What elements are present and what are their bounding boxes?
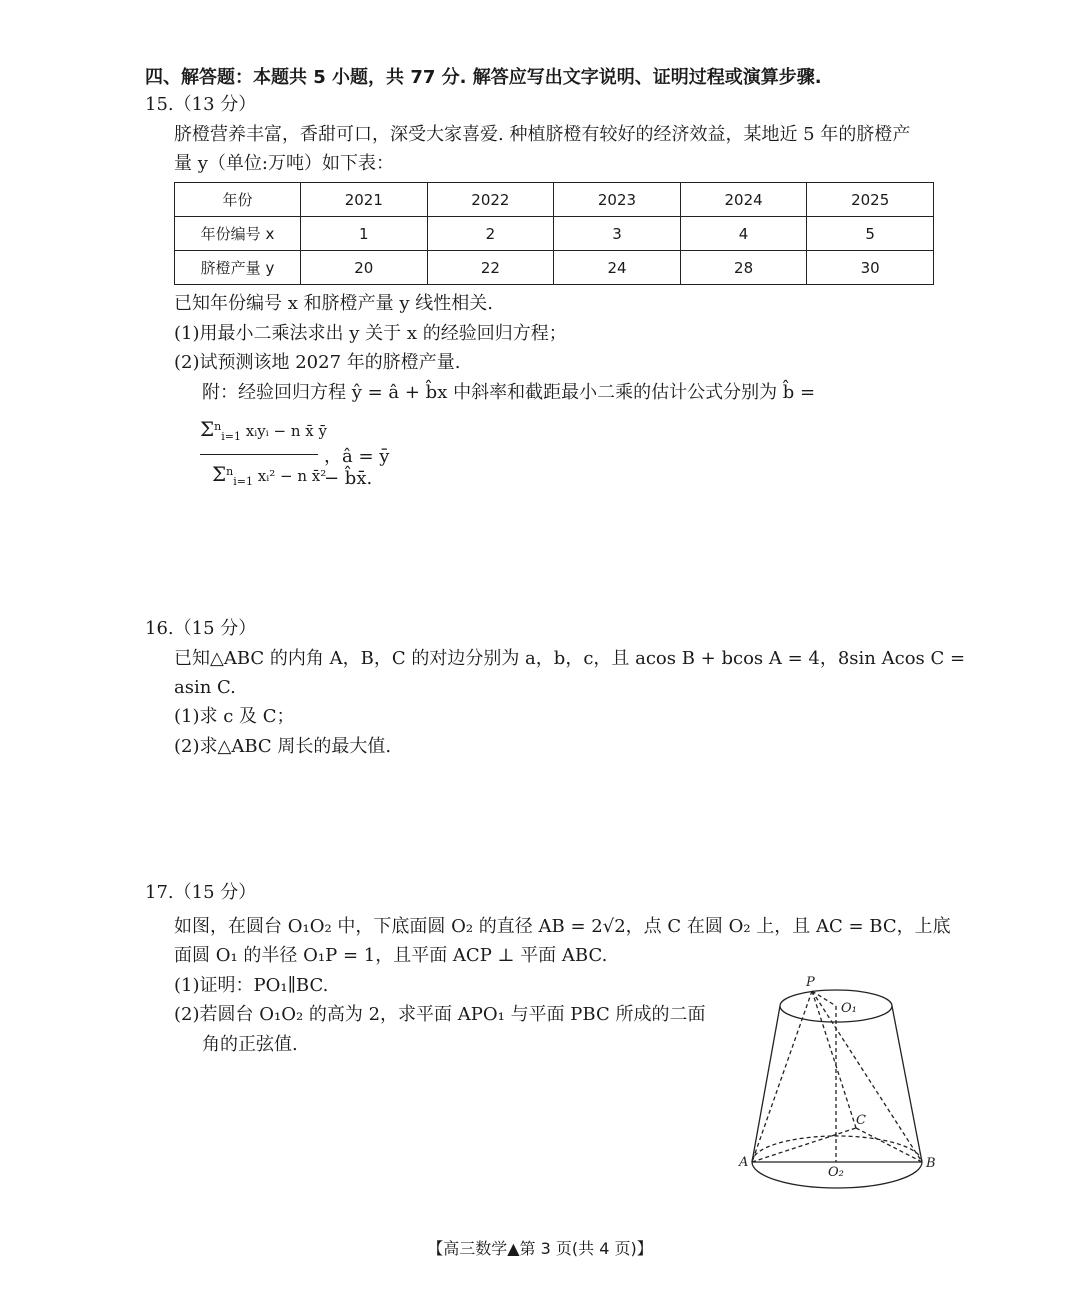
table-cell: 30	[807, 251, 934, 285]
table-cell: 2024	[680, 183, 807, 217]
segment-po1	[812, 991, 836, 1006]
q16-line1: 已知△ABC 的内角 A，B，C 的对边分别为 a，b，c，且 acos B + bcos A = 4，8sin Acos C =	[174, 648, 966, 669]
table-cell: 1	[301, 217, 428, 251]
q17-part2a: (2)若圆台 O₁O₂ 的高为 2，求平面 APO₁ 与平面 PBC 所成的二面	[174, 1004, 706, 1025]
segment-bc	[856, 1128, 922, 1162]
table-cell: 4	[680, 217, 807, 251]
label-p: P	[806, 975, 815, 990]
table-cell: 2023	[554, 183, 681, 217]
q15-part1: (1)用最小二乘法求出 y 关于 x 的经验回归方程；	[174, 323, 567, 344]
q17-part1: (1)证明：PO₁∥BC.	[174, 975, 329, 996]
label-o1: O₁	[841, 1001, 857, 1016]
table-cell: 2022	[427, 183, 554, 217]
table-cell: 24	[554, 251, 681, 285]
table-cell: 2025	[807, 183, 934, 217]
q15-intro-line2: 量 y（单位:万吨）如下表：	[174, 153, 394, 174]
formula-denominator	[212, 462, 326, 488]
numerator-expression: xᵢyᵢ − n x̄ ȳ	[245, 422, 327, 440]
table-cell-label: 年份	[175, 183, 301, 217]
left-generator	[752, 1006, 780, 1162]
q16-part2: (2)求△ABC 周长的最大值.	[174, 736, 392, 757]
table-cell-label: 脐橙产量 y	[175, 251, 301, 285]
table-cell: 3	[554, 217, 681, 251]
table-row	[175, 183, 934, 217]
segment-ac	[752, 1128, 856, 1162]
q17-line2: 面圆 O₁ 的半径 O₁P = 1，且平面 ACP ⊥ 平面 ABC.	[174, 945, 608, 966]
formula-numerator	[200, 417, 327, 443]
label-o2: O₂	[828, 1165, 844, 1180]
label-c: C	[856, 1113, 866, 1128]
q15-intro-line1: 脐橙营养丰富，香甜可口，深受大家喜爱. 种植脐橙有较好的经济效益，某地近 5 年的脐橙产	[174, 124, 911, 145]
table-cell: 28	[680, 251, 807, 285]
table-cell: 2	[427, 217, 554, 251]
label-b: B	[926, 1156, 936, 1171]
table-cell-label: 年份编号 x	[175, 217, 301, 251]
q17-part2b: 角的正弦值.	[202, 1034, 298, 1055]
sum-lower: i=1	[233, 475, 253, 488]
sum-upper: n	[226, 465, 234, 478]
q15-known: 已知年份编号 x 和脐橙产量 y 线性相关.	[174, 293, 493, 314]
segment-pa	[752, 991, 812, 1162]
table-row	[175, 217, 934, 251]
table-cell: 22	[427, 251, 554, 285]
sigma-symbol: Σ	[212, 462, 227, 486]
q17-header: 17.（15 分）	[145, 882, 257, 903]
q16-part1: (1)求 c 及 C；	[174, 706, 295, 727]
frustum-figure	[730, 970, 950, 1210]
regression-formula	[200, 412, 400, 502]
formula-intercept: ，â = ȳ − b̂x̄.	[324, 446, 390, 489]
table-row	[175, 251, 934, 285]
table-cell: 20	[301, 251, 428, 285]
table-cell: 2021	[301, 183, 428, 217]
sigma-symbol: Σ	[200, 417, 215, 441]
section-title: 四、解答题：本题共 5 小题，共 77 分. 解答应写出文字说明、证明过程或演算步骤.	[145, 67, 822, 88]
q15-appendix: 附：经验回归方程 ŷ = â + b̂x 中斜率和截距最小二乘的估计公式分别为 b̂ =	[202, 382, 816, 403]
sum-upper: n	[214, 420, 222, 433]
q15-header: 15.（13 分）	[145, 94, 257, 115]
q16-line2: asin C.	[174, 677, 236, 698]
table-cell: 5	[807, 217, 934, 251]
yield-table	[174, 182, 934, 285]
sum-lower: i=1	[221, 430, 241, 443]
q15-part2: (2)试预测该地 2027 年的脐橙产量.	[174, 352, 461, 373]
q17-line1: 如图，在圆台 O₁O₂ 中，下底面圆 O₂ 的直径 AB = 2√2，点 C 在圆 O₂ 上，且 AC = BC，上底	[174, 916, 951, 937]
q16-header: 16.（15 分）	[145, 618, 257, 639]
label-a: A	[739, 1155, 749, 1170]
denominator-expression: xᵢ² − n x̄²	[257, 467, 327, 485]
fraction-bar	[200, 454, 318, 455]
page-footer: 【高三数学▲第 3 页(共 4 页)】	[427, 1239, 653, 1258]
